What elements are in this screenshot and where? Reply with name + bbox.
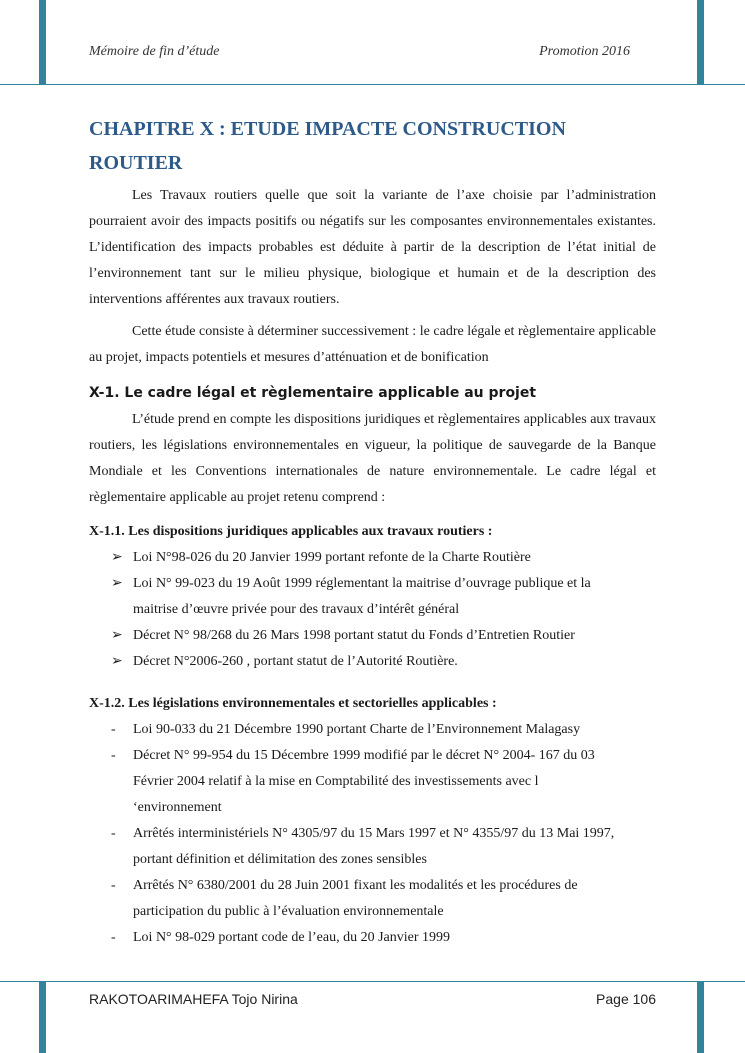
list-item: - Décret N° 99-954 du 15 Décembre 1999 modifié par le décret N° 2004- 167 du 03 — [89, 743, 656, 769]
header-right-text: Promotion 2016 — [539, 44, 630, 59]
arrow-bullet-icon: ➢ — [111, 550, 123, 565]
page-content — [89, 112, 656, 951]
list-item: ➢ Loi N°98-026 du 20 Janvier 1999 portant refonte de la Charte Routière — [89, 545, 656, 571]
list-item: - Arrêtés interministériels N° 4305/97 du 15 Mars 1997 et N° 4355/97 du 13 Mai 1997, — [89, 821, 656, 847]
dash-bullet-icon: - — [111, 930, 116, 945]
chapter-title — [89, 112, 656, 180]
list-item-continuation: maitrise d’œuvre privée pour des travaux d’intérêt général — [133, 602, 460, 617]
section-heading: X-1. Le cadre légal et règlementaire applicable au projet — [89, 385, 537, 401]
page-number: Page 106 — [596, 991, 656, 1007]
footer-accent-bar-right — [697, 982, 704, 1053]
footer-rule — [0, 981, 745, 982]
environmental-legislation-list — [89, 717, 656, 951]
chapter-title-line1: CHAPITRE X : ETUDE IMPACTE CONSTRUCTION — [89, 118, 566, 140]
header-accent-bar-left — [39, 0, 46, 84]
intro-paragraph-1: Les Travaux routiers quelle que soit la variante de l’axe choisie par l’administration pourraient avoir des impacts positifs ou négatifs sur les composantes environnementales existantes. L’identification des impacts probables est déduite à partir de la description de l’état initial de l’environnement tant sur le milieu physique, biologique et humain et de la description des interventions afférentes aux travaux routiers. — [89, 188, 656, 307]
arrow-bullet-icon: ➢ — [111, 576, 123, 591]
list-item: ➢ Loi N° 99-023 du 19 Août 1999 réglementant la maitrise d’ouvrage publique et la — [89, 571, 656, 597]
chapter-title-line2: ROUTIER — [89, 152, 183, 174]
list-item: ➢ Décret N°2006-260 , portant statut de l’Autorité Routière. — [89, 649, 656, 675]
dash-bullet-icon: - — [111, 878, 116, 893]
header-accent-bar-right — [697, 0, 704, 84]
dash-bullet-icon: - — [111, 748, 116, 763]
header-rule — [0, 84, 745, 85]
section-paragraph: L’étude prend en compte les dispositions juridiques et règlementaires applicables aux travaux routiers, les législations environnementales en vigueur, la politique de sauvegarde de la Banque Mondiale et les Conventions internationales de nature environnementale. Le cadre légal et règlementaire applicable au projet retenu comprend : — [89, 412, 656, 505]
arrow-bullet-icon: ➢ — [111, 628, 123, 643]
subsection-heading-2: X-1.2. Les législations environnementales et sectorielles applicables : — [89, 696, 497, 711]
footer-author: RAKOTOARIMAHEFA Tojo Nirina — [89, 991, 298, 1007]
list-item-continuation: Février 2004 relatif à la mise en Comptabilité des investissements avec l — [133, 774, 539, 789]
arrow-bullet-icon: ➢ — [111, 654, 123, 669]
list-item: ➢ Décret N° 98/268 du 26 Mars 1998 portant statut du Fonds d’Entretien Routier — [89, 623, 656, 649]
list-item: - Loi 90-033 du 21 Décembre 1990 portant Charte de l’Environnement Malagasy — [89, 717, 656, 743]
dash-bullet-icon: - — [111, 722, 116, 737]
list-item-continuation: ‘environnement — [133, 800, 222, 815]
legal-provisions-list — [89, 545, 656, 675]
footer-accent-bar-left — [39, 982, 46, 1053]
list-item: - Arrêtés N° 6380/2001 du 28 Juin 2001 fixant les modalités et les procédures de — [89, 873, 656, 899]
list-item-continuation: portant définition et délimitation des zones sensibles — [133, 852, 427, 867]
list-item-continuation: participation du public à l’évaluation environnementale — [133, 904, 444, 919]
dash-bullet-icon: - — [111, 826, 116, 841]
list-item: - Loi N° 98-029 portant code de l’eau, du 20 Janvier 1999 — [89, 925, 656, 951]
header-left-text: Mémoire de fin d’étude — [89, 44, 220, 59]
subsection-heading-1: X-1.1. Les dispositions juridiques applicables aux travaux routiers : — [89, 524, 493, 539]
intro-paragraph-2: Cette étude consiste à déterminer successivement : le cadre légale et règlementaire applicable au projet, impacts potentiels et mesures d’atténuation et de bonification — [89, 324, 656, 365]
